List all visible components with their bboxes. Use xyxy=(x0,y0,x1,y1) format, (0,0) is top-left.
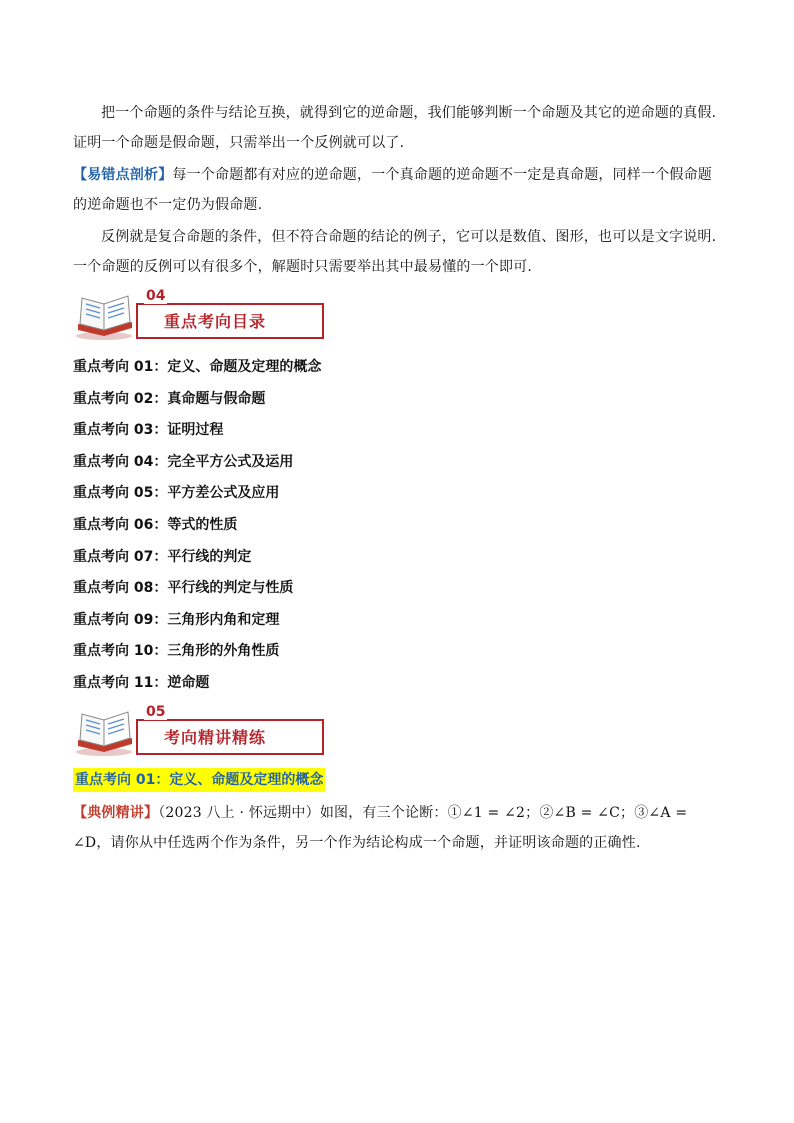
toc-item: 重点考向 01：定义、命题及定理的概念 xyxy=(73,359,322,375)
mistake-analysis-paragraph xyxy=(73,160,723,220)
banner-title: 重点考向目录 xyxy=(164,312,267,331)
open-book-icon xyxy=(74,708,138,758)
toc-item: 重点考向 11：逆命题 xyxy=(73,674,210,691)
banner-title: 考向精讲精练 xyxy=(164,728,267,747)
section-banner-practice xyxy=(74,704,324,758)
section-banner-directory xyxy=(74,288,324,342)
toc-item: 重点考向 03：证明过程 xyxy=(73,422,224,439)
key-topics-list xyxy=(73,352,321,700)
toc-item: 重点考向 06：等式的性质 xyxy=(73,516,238,533)
counterexample-paragraph: 反例就是复合命题的条件，但不符合命题的结论的例子，它可以是数值、图形，也可以是文字说明. 一个命题的反例可以有很多个，解题时只需要举出其中最易懂的一个即可. xyxy=(73,229,717,275)
toc-item: 重点考向 02：真命题与假命题 xyxy=(73,390,266,407)
mistake-analysis-text: 每一个命题都有对应的逆命题，一个真命题的逆命题不一定是真命题，同样一个假命题的逆命题也不一定仍为假命题. xyxy=(73,167,713,213)
example-paragraph xyxy=(73,798,723,858)
example-tag: 【典例精讲】 xyxy=(73,805,159,821)
toc-item: 重点考向 09：三角形内角和定理 xyxy=(73,611,280,628)
banner-frame xyxy=(136,303,324,339)
banner-frame xyxy=(136,719,324,755)
open-book-icon xyxy=(74,292,138,342)
toc-item: 重点考向 10：三角形的外角性质 xyxy=(73,643,280,660)
toc-item: 重点考向 07：平行线的判定 xyxy=(73,548,252,565)
mistake-analysis-tag: 【易错点剖析】 xyxy=(73,167,173,183)
toc-item: 重点考向 04：完全平方公式及运用 xyxy=(73,453,294,470)
banner-number: 05 xyxy=(146,704,166,720)
toc-item: 重点考向 05：平方差公式及应用 xyxy=(73,485,280,502)
section-heading: 重点考向 01：定义、命题及定理的概念 xyxy=(73,768,325,792)
example-text: （2023 八上 · 怀远期中）如图，有三个论断：①∠1 = ∠2；②∠B = ∠C；③∠A = ∠D，请你从中任选两个作为条件，另一个作为结论构成一个命题，并证明该命题的正确性. xyxy=(73,805,688,851)
toc-item: 重点考向 08：平行线的判定与性质 xyxy=(73,580,294,597)
intro-paragraph-1: 把一个命题的条件与结论互换，就得到它的逆命题，我们能够判断一个命题及其它的逆命题的真假. 证明一个命题是假命题，只需举出一个反例就可以了. xyxy=(73,105,717,151)
banner-number: 04 xyxy=(146,288,166,304)
